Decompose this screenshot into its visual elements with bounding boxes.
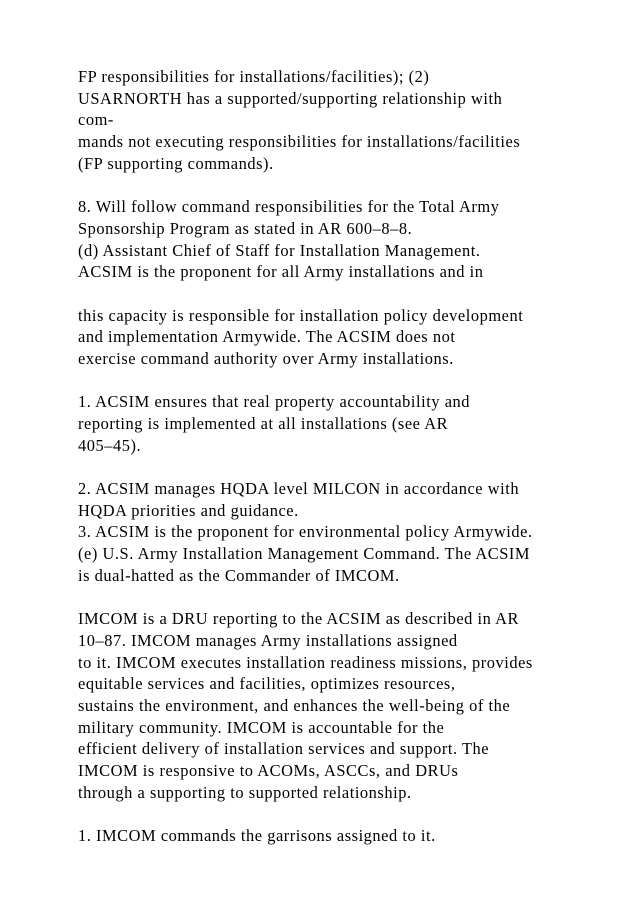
text-line: sustains the environment, and enhances the well-being of the xyxy=(78,695,511,715)
text-line: (FP supporting commands). xyxy=(78,153,274,173)
text-line: Sponsorship Program as stated in AR 600–8–8. xyxy=(78,218,413,238)
text-line: IMCOM is a DRU reporting to the ACSIM as described in AR xyxy=(78,609,519,629)
text-line: USARNORTH has a supported/supporting relationship with xyxy=(78,88,503,108)
text-line: 3. ACSIM is the proponent for environmental policy Armywide. xyxy=(78,522,533,542)
text-line: exercise command authority over Army installations. xyxy=(78,348,454,368)
text-line: reporting is implemented at all installations (see AR xyxy=(78,414,449,433)
text-line: efficient delivery of installation services and support. The xyxy=(78,739,490,759)
paragraph xyxy=(78,66,618,174)
text-line: 1. IMCOM commands the garrisons assigned to it. xyxy=(78,826,436,846)
text-line: to it. IMCOM executes installation readiness missions, provides xyxy=(78,652,533,672)
text-line: is dual-hatted as the Commander of IMCOM. xyxy=(78,565,400,585)
paragraph-gap xyxy=(78,174,618,196)
paragraph-gap xyxy=(78,587,618,609)
text-line: this capacity is responsible for installation policy development xyxy=(78,305,524,325)
text-line: 2. ACSIM manages HQDA level MILCON in accordance with xyxy=(78,479,520,499)
paragraph xyxy=(78,305,618,370)
text-line: equitable services and facilities, optimizes resources, xyxy=(78,674,456,694)
paragraph xyxy=(78,825,618,847)
paragraph-gap xyxy=(78,456,618,478)
text-line: military community. IMCOM is accountable for the xyxy=(78,717,445,737)
text-line: com- xyxy=(78,110,114,130)
text-line: 1. ACSIM ensures that real property accountability and xyxy=(78,392,471,412)
paragraph-gap xyxy=(78,370,618,392)
text-line: mands not executing responsibilities for installations/facilities xyxy=(78,132,521,152)
text-line: 405–45). xyxy=(78,435,142,455)
text-line: 10–87. IMCOM manages Army installations assigned xyxy=(78,630,458,650)
text-line: and implementation Armywide. The ACSIM does not xyxy=(78,327,456,347)
text-line: HQDA priorities and guidance. xyxy=(78,500,299,520)
paragraph-gap xyxy=(78,803,618,825)
paragraph xyxy=(78,196,618,283)
paragraph xyxy=(78,608,618,803)
text-line: (e) U.S. Army Installation Management Command. The ACSIM xyxy=(78,544,531,564)
paragraph xyxy=(78,391,618,456)
text-line: IMCOM is responsive to ACOMs, ASCCs, and DRUs xyxy=(78,761,459,780)
text-line: 8. Will follow command responsibilities for the Total Army xyxy=(78,197,500,217)
document-body xyxy=(78,66,618,847)
text-line: through a supporting to supported relationship. xyxy=(78,782,412,802)
paragraph xyxy=(78,478,618,586)
text-line: FP responsibilities for installations/facilities); (2) xyxy=(78,67,430,86)
text-line: (d) Assistant Chief of Staff for Installation Management. xyxy=(78,240,481,260)
paragraph-gap xyxy=(78,283,618,305)
text-line: ACSIM is the proponent for all Army installations and in xyxy=(78,262,484,282)
